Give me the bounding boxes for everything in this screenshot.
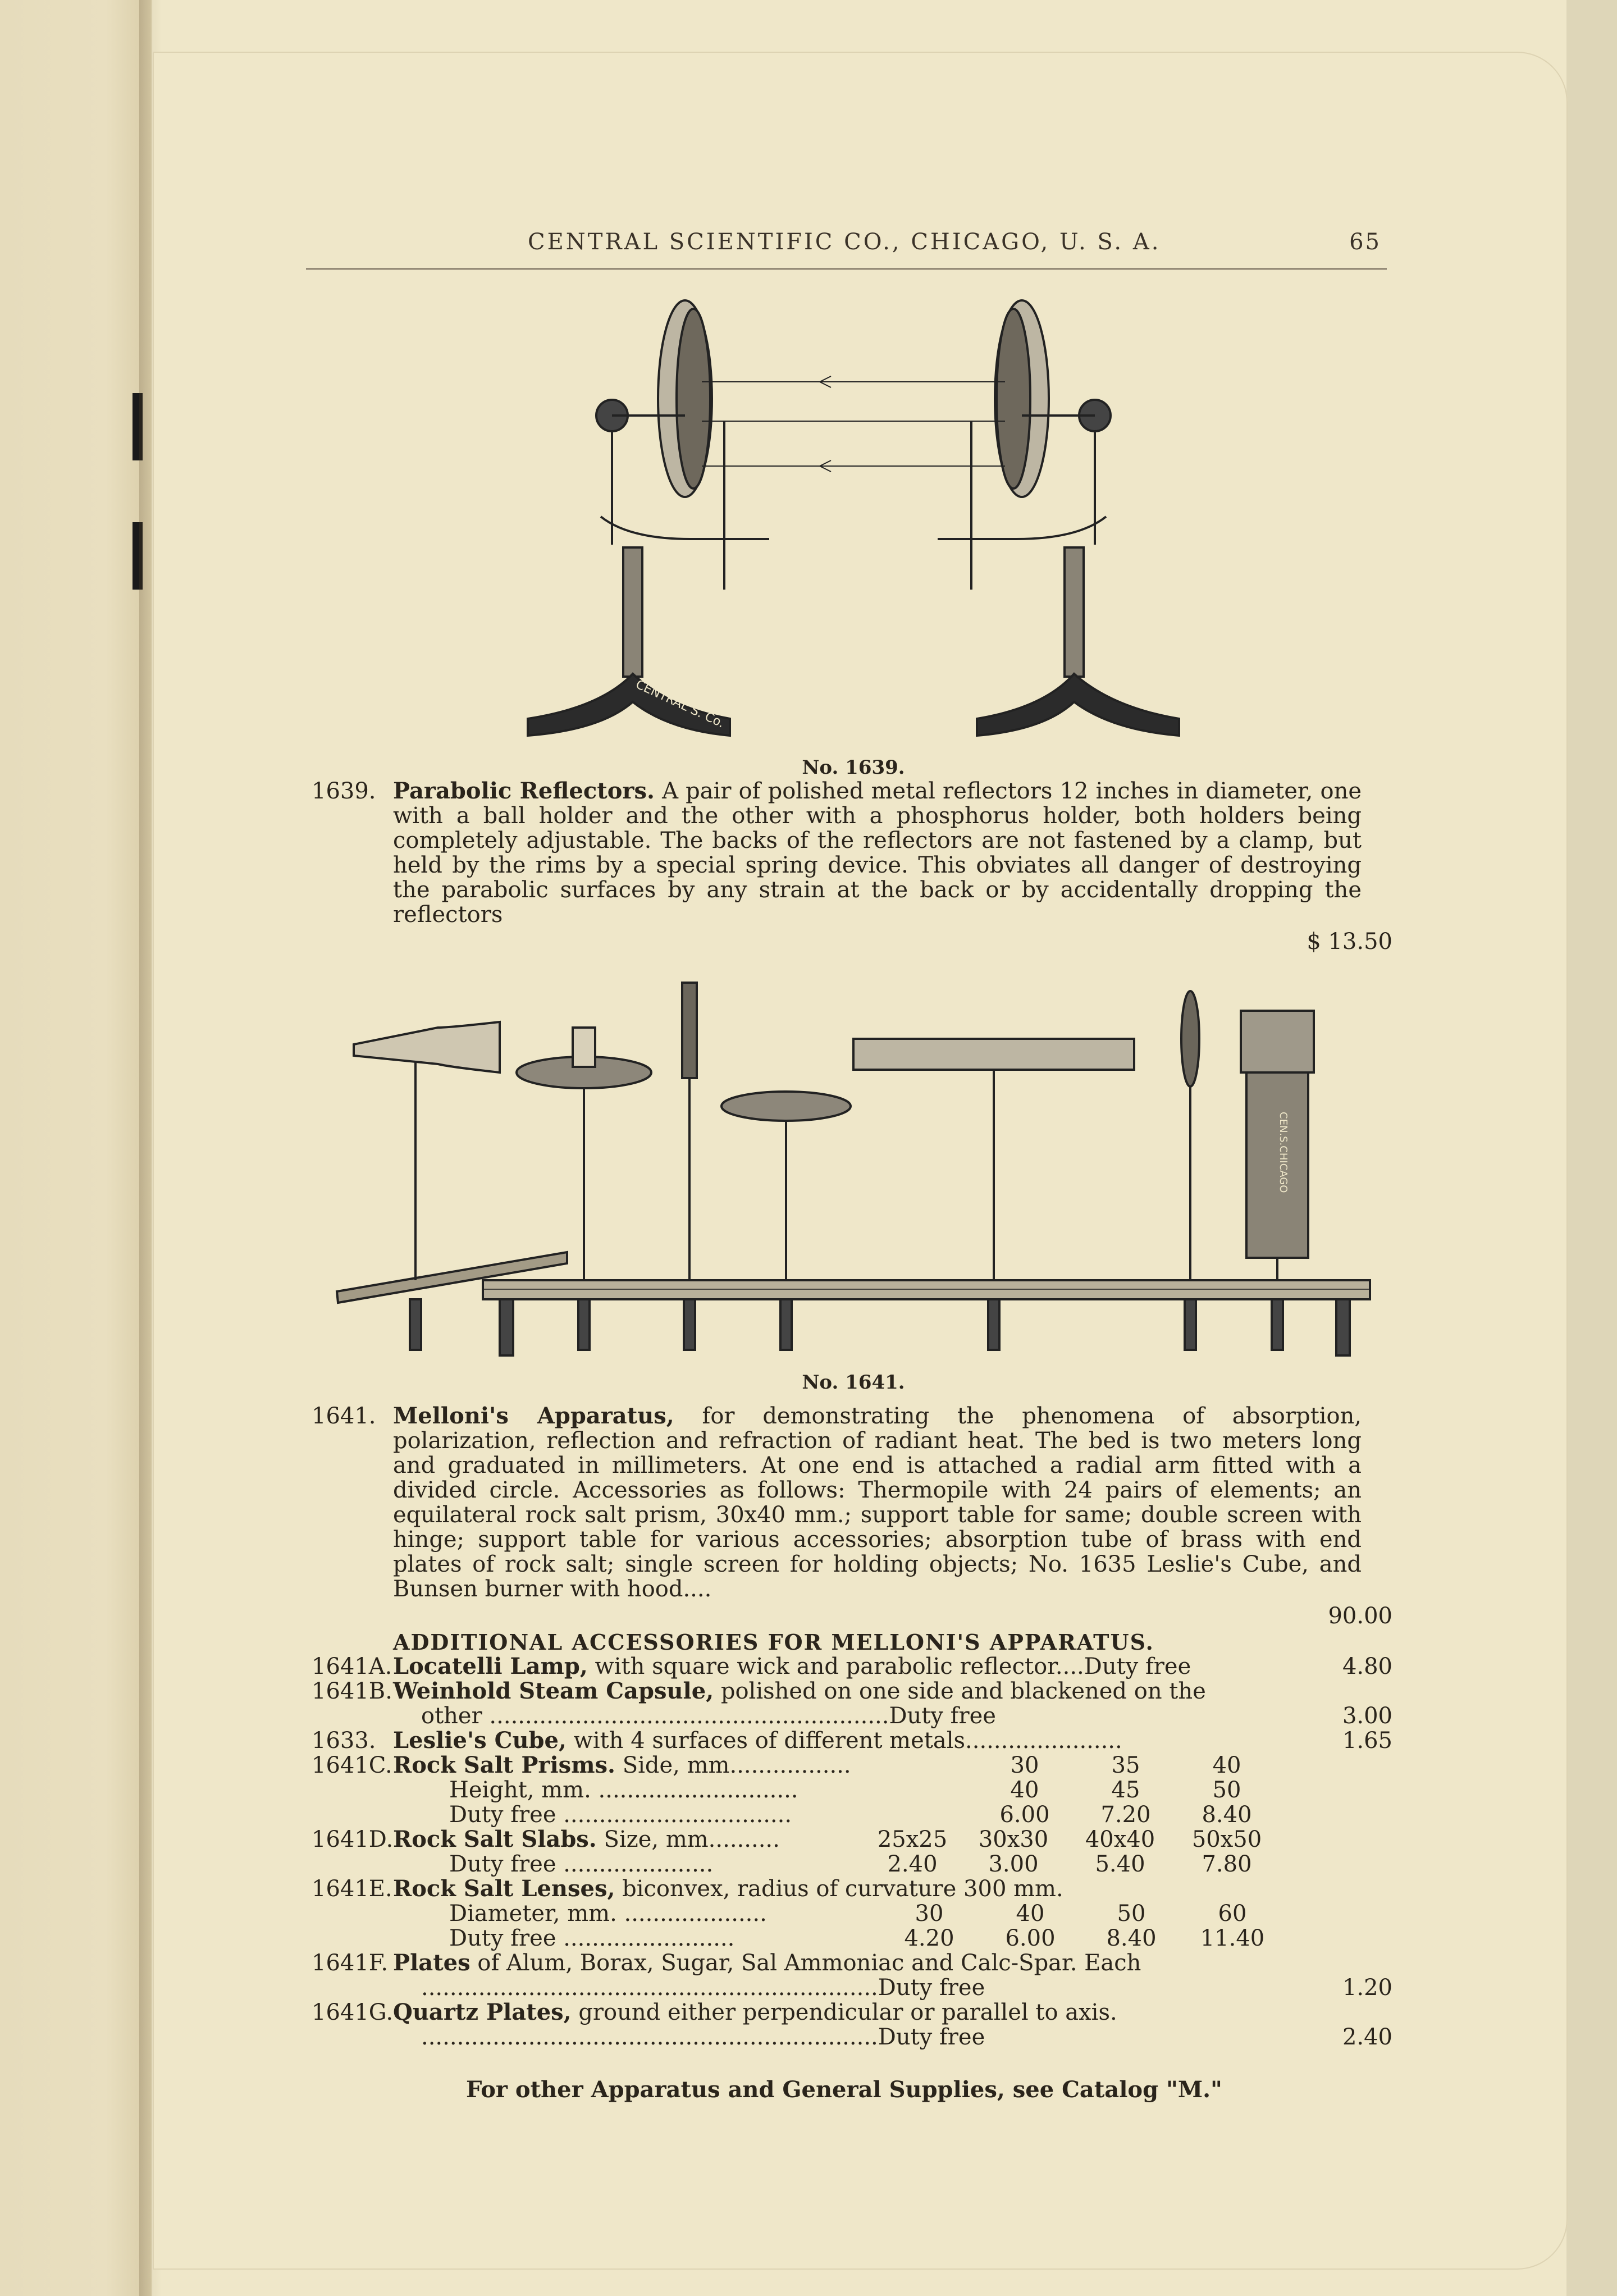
accessory-1641d [312,1827,1392,1852]
parabolic-reflectors-illustration [517,292,1190,752]
melloni-apparatus-illustration [331,966,1381,1381]
duty-label: Duty free ..................... [449,1851,714,1877]
accessory-1641a [312,1654,1392,1679]
entry-number: 1639. [312,778,376,804]
diameter-label: Diameter, mm. .................... [449,1901,767,1927]
value-cell: 30 [1010,1752,1039,1778]
entry-text: A pair of polished metal reflectors 12 inches in diameter, one with a ball holder and the other with a phosphorus holder, both holders being completely adjustable. The backs of the reflectors are not fastened by a clamp, but held by the rims by a special spring device. This obviates all danger of destroying the parabolic surfaces by any strain at the back or by accidentally dropping the reflectors [393,778,1362,928]
entry-price: $ 13.50 [1307,929,1392,955]
accessory-name: Plates [393,1950,471,1976]
accessory-1633 [312,1728,1392,1753]
accessory-text: with square wick and parabolic reflector....Duty free [595,1654,1191,1679]
accessory-desc [393,1654,1191,1679]
accessory-price: 2.40 [1342,2024,1392,2050]
accessory-1641f-cont [312,1975,1392,2000]
entry-description [393,779,1362,927]
value-cell: 50 [1117,1901,1146,1927]
left-page-edge [0,0,152,2296]
accessory-1641e-diameters [312,1901,1392,1926]
entry-1639 [312,779,1392,958]
accessory-1641e-prices [312,1926,1392,1951]
header-title: CENTRAL SCIENTIFIC CO., CHICAGO, U. S. A. [528,229,1161,255]
entry-price: 90.00 [1328,1603,1392,1629]
figure-caption-1639: No. 1639. [802,756,905,779]
page-number: 65 [1349,229,1381,255]
accessory-code: 1641D. [312,1827,394,1852]
accessory-price: 4.80 [1342,1654,1392,1679]
value-cell: 4.20 [904,1925,954,1951]
accessory-name: Locatelli Lamp, [393,1653,588,1679]
accessory-desc [393,1951,1141,1975]
accessory-name: Weinhold Steam Capsule, [393,1678,714,1704]
value-cell: 2.40 [887,1851,938,1877]
value-cell: 60 [1218,1901,1247,1927]
height-label: Height, mm. ............................ [449,1777,798,1803]
accessory-code: 1641B. [312,1678,392,1704]
accessory-1641b-cont [312,1704,1392,1728]
accessory-text: ................................................................Duty free [421,1975,985,2001]
value-cell: 8.40 [1202,1802,1252,1828]
accessory-text: with 4 surfaces of different metals...................... [573,1728,1122,1754]
figure-caption-1641: No. 1641. [802,1371,905,1394]
accessory-desc [393,1753,851,1778]
accessory-name: Rock Salt Slabs. [393,1826,597,1852]
accessory-name: Quartz Plates, [393,1999,572,2025]
value-cell: 30 [915,1901,944,1927]
accessory-name: Rock Salt Prisms. [393,1752,615,1778]
value-cell: 25x25 [877,1827,948,1852]
accessory-1641g-cont [312,2025,1392,2049]
size-label: Size, mm.......... [604,1827,780,1852]
accessory-1641c [312,1753,1392,1778]
accessory-name: Rock Salt Lenses, [393,1875,615,1902]
footer-note: For other Apparatus and General Supplies, see Catalog "M." [466,2076,1222,2103]
accessory-text: other ........................................................Duty free [421,1703,996,1729]
value-cell: 8.40 [1106,1925,1157,1951]
accessory-code: 1641A. [312,1654,392,1679]
entry-description [393,1404,1362,1601]
value-cell: 11.40 [1200,1925,1265,1951]
value-cell: 35 [1111,1752,1140,1778]
entry-text: for demonstrating the phenomena of absorption, polarization, reflection and refraction of radiant heat. The bed is two meters long and graduated in millimeters. At one end is attached a radial arm fitted with a divided circle. Accessories as follows: Thermopile with 24 pairs of elements; an equilateral rock salt prism, 30x40 mm.; support table for same; double screen with hinge; support table for various accessories; absorption tube of brass with end plates of rock salt; single screen for holding objects; No. 1635 Leslie's Cube, and Bunsen burner with hood.... [393,1403,1362,1602]
value-cell: 7.80 [1202,1851,1252,1877]
accessory-price: 1.65 [1342,1728,1392,1754]
accessory-code: 1641F. [312,1950,389,1976]
accessory-desc [393,1728,1122,1753]
accessory-desc [393,1679,1206,1704]
value-cell: 3.00 [988,1851,1039,1877]
accessory-1641c-prices [312,1802,1392,1827]
duty-label: Duty free ................................ [449,1802,792,1828]
value-cell: 40 [1212,1752,1241,1778]
value-cell: 40 [1010,1777,1039,1803]
running-header [306,225,1387,270]
accessory-price: 3.00 [1342,1703,1392,1729]
accessory-text: ................................................................Duty free [421,2024,985,2050]
value-cell: 7.20 [1100,1802,1151,1828]
accessory-1641b [312,1679,1392,1704]
accessory-name: Leslie's Cube, [393,1727,567,1754]
value-cell: 30x30 [978,1827,1049,1852]
stand-label: CENTRAL S. Co. [633,677,727,731]
value-cell: 50 [1212,1777,1241,1803]
entry-number: 1641. [312,1403,376,1429]
entry-name: Melloni's Apparatus, [393,1403,674,1429]
cylinder-label: CEN.S.CHICAGO [1277,1112,1289,1193]
accessory-text: biconvex, radius of curvature 300 mm. [622,1876,1063,1902]
value-cell: 6.00 [1005,1925,1056,1951]
accessory-1641f [312,1951,1392,1975]
entry-1641 [312,1404,1392,1628]
accessory-text: polished on one side and blackened on the [720,1678,1206,1704]
background-edge [1566,0,1617,2296]
duty-label: Duty free ........................ [449,1925,735,1951]
value-cell: 45 [1111,1777,1140,1803]
side-label: Side, mm................. [622,1752,851,1778]
accessory-text: ground either perpendicular or parallel to axis. [578,2000,1117,2025]
accessory-desc [393,2000,1117,2025]
value-cell: 50x50 [1191,1827,1262,1852]
accessories-heading: ADDITIONAL ACCESSORIES FOR MELLONI'S APPARATUS. [393,1629,1154,1655]
accessory-1641c-heights [312,1778,1392,1802]
accessory-desc [393,1827,780,1852]
entry-name: Parabolic Reflectors. [393,778,655,804]
accessory-code: 1641G. [312,2000,394,2025]
accessory-1641d-prices [312,1852,1392,1877]
accessory-code: 1641C. [312,1752,392,1778]
accessory-text: of Alum, Borax, Sugar, Sal Ammoniac and Calc-Spar. Each [477,1950,1141,1976]
accessory-desc [393,1877,1063,1901]
value-cell: 6.00 [999,1802,1050,1828]
value-cell: 40x40 [1085,1827,1155,1852]
accessory-price: 1.20 [1342,1975,1392,2001]
accessory-1641g [312,2000,1392,2025]
accessory-code: 1641E. [312,1876,392,1902]
accessory-1641e [312,1877,1392,1901]
value-cell: 5.40 [1095,1851,1145,1877]
value-cell: 40 [1016,1901,1045,1927]
accessory-code: 1633. [312,1728,376,1754]
